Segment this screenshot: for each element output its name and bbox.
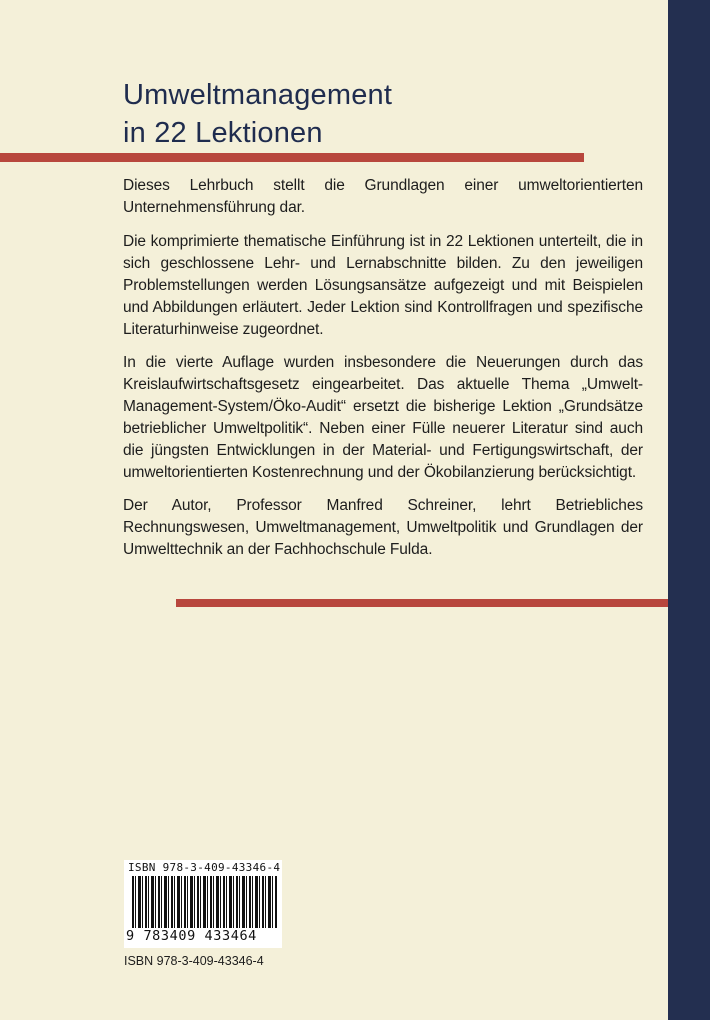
paragraph-author: Der Autor, Professor Manfred Schreiner, lehrt Betriebliches Rechnungswesen, Umweltmanagement, Umweltpolitik und Grundlagen der Umwelttechnik an der Fachhochschule Fulda. xyxy=(123,497,643,558)
isbn-text: ISBN 978-3-409-43346-4 xyxy=(124,954,264,968)
title-line-1: Umweltmanagement xyxy=(123,79,393,111)
accent-bar-top xyxy=(0,153,584,162)
paragraph-edition: In die vierte Auflage wurden insbesondere die Neuerungen durch das Kreislaufwirtschaftsgesetz eingearbeitet. Das aktuelle Thema „Umwelt-Management-System/Öko-Audit“ ersetzt die bisherige Lektion „Grundsätze betrieblicher Umweltpolitik“. Neben einer Fülle neuerer Literatur sind auch die jüngsten Entwicklungen in der Material- und Fertigungswirtschaft, der umweltorientierten Kostenrechnung und der Ökobilanzierung berücksichtigt. xyxy=(123,354,643,481)
paragraph-intro: Dieses Lehrbuch stellt die Grundlagen einer umweltorientierten Unternehmensführung dar. xyxy=(123,177,643,216)
book-title xyxy=(123,76,392,152)
title-line-2: in 22 Lektionen xyxy=(123,117,323,149)
blurb-text xyxy=(123,175,643,572)
barcode-bars xyxy=(132,876,278,928)
book-spine xyxy=(668,0,710,1020)
isbn-barcode xyxy=(124,860,282,948)
paragraph-structure: Die komprimierte thematische Einführung ist in 22 Lektionen unterteilt, die in sich geschlossene Lehr- und Lernabschnitte bilden. Zu den jeweiligen Problemstellungen werden Lösungsansätze aufgezeigt und mit Beispielen und Abbildungen erläutert. Jeder Lektion sind Kontrollfragen und spezifische Literaturhinweise zugeordnet. xyxy=(123,233,643,338)
accent-bar-bottom xyxy=(176,599,668,607)
barcode-isbn-label: ISBN 978-3-409-43346-4 xyxy=(128,861,281,874)
barcode-digits: 9 783409 433464 xyxy=(126,928,257,944)
